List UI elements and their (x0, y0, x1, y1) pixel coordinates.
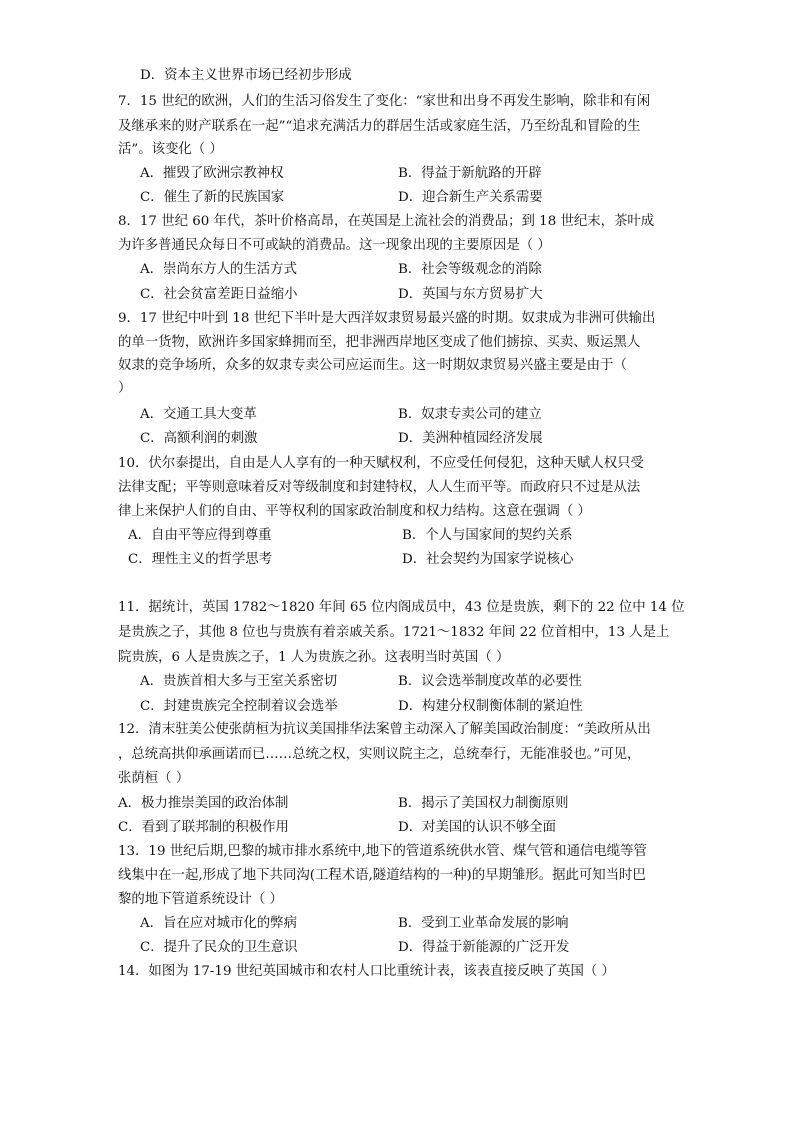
question-12-option-b: B．揭示了美国权力制衡原则 (398, 796, 569, 811)
question-9-text-line-4: ） (118, 381, 132, 396)
question-10-option-a: A．自由平等应得到尊重 (128, 528, 272, 543)
question-8-option-b: B．社会等级观念的消除 (398, 262, 542, 277)
question-7-option-d: D．迎合新生产关系需要 (398, 190, 543, 205)
question-11-text-line-1: 11．据统计，英国 1782～1820 年间 65 位内阁成员中，43 位是贵族，剩下的 22 位中 14 位 (118, 600, 685, 615)
question-12-text-line-1: 12．清末驻美公使张荫桓为抗议美国排华法案曾主动深入了解美国政治制度：“美政所从出 (118, 722, 651, 737)
question-9-option-c: C．高额利润的刺激 (140, 431, 258, 446)
question-7-option-b: B．得益于新航路的开辟 (398, 166, 542, 181)
question-9-text-line-3: 奴隶的竞争场所，众多的奴隶专卖公司应运而生。这一时期奴隶贸易兴盛主要是由于（ (118, 358, 627, 373)
question-10-option-c: C．理性主义的哲学思考 (128, 552, 273, 567)
question-13-text-line-3: 黎的地下管道系统设计（ ） (118, 892, 283, 907)
question-12-text-line-3: 张荫桓（ ） (118, 771, 190, 786)
question-11-option-a: A．贵族首相大多与王室关系密切 (140, 674, 338, 689)
question-7-text-line-1: 7．15 世纪的欧洲，人们的生活习俗发生了变化：“家世和出身不再发生影响，除非和有闲 (118, 94, 651, 109)
question-8-option-c: C．社会贫富差距日益缩小 (140, 287, 298, 302)
question-10-text-line-1: 10．伏尔泰提出，自由是人人享有的一种天赋权利，不应受任何侵犯，这种天赋人权只受 (118, 456, 644, 471)
question-11-text-line-2: 是贵族之子，其他 8 位也与贵族有着亲戚关系。1721～1832 年间 22 位首相中，13 人是上 (118, 625, 670, 640)
question-10-text-line-2: 法律支配；平等则意味着反对等级制度和封建特权，人人生而平等。而政府只不过是从法 (118, 480, 641, 495)
question-8-text-line-1: 8．17 世纪 60 年代，茶叶价格高昂，在英国是上流社会的消费品；到 18 世纪末，茶叶成 (118, 214, 655, 229)
question-13-option-d: D．得益于新能源的广泛开发 (398, 940, 570, 955)
question-9-option-d: D．美洲种植园经济发展 (398, 431, 543, 446)
question-11-text-line-3: 院贵族，6 人是贵族之子，1 人为贵族之孙。这表明当时英国（ ） (118, 650, 510, 665)
question-13-text-line-2: 线集中在一起,形成了地下共同沟(工程术语,隧道结构的一种)的早期雏形。据此可知当时巴 (118, 868, 646, 883)
question-13-option-a: A．旨在应对城市化的弊病 (140, 916, 297, 931)
question-10-option-b: B．个人与国家间的契约关系 (402, 528, 573, 543)
question-11-option-b: B．议会选举制度改革的必要性 (398, 674, 582, 689)
question-10-text-line-3: 律上来保护人们的自由、平等权利的国家政治制度和权力结构。这意在强调（ ） (118, 504, 591, 519)
question-11-option-d: D．构建分权制衡体制的紧迫性 (398, 699, 583, 714)
question-9-option-b: B．奴隶专卖公司的建立 (398, 407, 542, 422)
question-9-text-line-1: 9．17 世纪中叶到 18 世纪下半叶是大西洋奴隶贸易最兴盛的时期。奴隶成为非洲可供输出 (118, 311, 656, 326)
question-10-option-d: D．社会契约为国家学说核心 (402, 552, 574, 567)
question-14-text-line-1: 14．如图为 17-19 世纪英国城市和农村人口比重统计表，该表直接反映了英国（ ） (118, 964, 615, 979)
question-8-option-d: D．英国与东方贸易扩大 (398, 287, 543, 302)
question-7-option-a: A．摧毁了欧洲宗教神权 (140, 166, 284, 181)
question-11-option-c: C．封建贵族完全控制着议会选举 (140, 699, 338, 714)
question-7-option-c: C．催生了新的民族国家 (140, 190, 285, 205)
question-8-option-a: A．崇尚东方人的生活方式 (140, 262, 297, 277)
q6-option-d: D．资本主义世界市场已经初步形成 (140, 68, 352, 83)
question-12-option-a: A．极力推崇美国的政治体制 (118, 796, 289, 811)
question-9-text-line-2: 的单一货物，欧洲许多国家蜂拥而至，把非洲西岸地区变成了他们掳掠、买卖、贩运黑人 (118, 335, 641, 350)
question-12-option-c: C．看到了联邦制的积极作用 (118, 820, 289, 835)
question-7-text-line-2: 及继承来的财产联系在一起”“追求充满活力的群居生活或家庭生活，乃至纷乱和冒险的生 (118, 119, 641, 134)
question-12-option-d: D．对美国的认识不够全面 (398, 820, 557, 835)
question-13-option-c: C．提升了民众的卫生意识 (140, 940, 298, 955)
question-12-text-line-2: ，总统高拱仰承画诺而已……总统之权，实则议院主之，总统奉行，无能准驳也。”可见， (118, 747, 641, 762)
question-9-option-a: A．交通工具大变革 (140, 407, 257, 422)
question-8-text-line-2: 为许多普通民众每日不可或缺的消费品。这一现象出现的主要原因是（ ） (118, 238, 551, 253)
question-7-text-line-3: 活”。该变化（ ） (118, 142, 223, 157)
question-13-text-line-1: 13．19 世纪后期,巴黎的城市排水系统中,地下的管道系统供水管、煤气管和通信电缆等管 (118, 844, 647, 859)
question-13-option-b: B．受到工业革命发展的影响 (398, 916, 569, 931)
